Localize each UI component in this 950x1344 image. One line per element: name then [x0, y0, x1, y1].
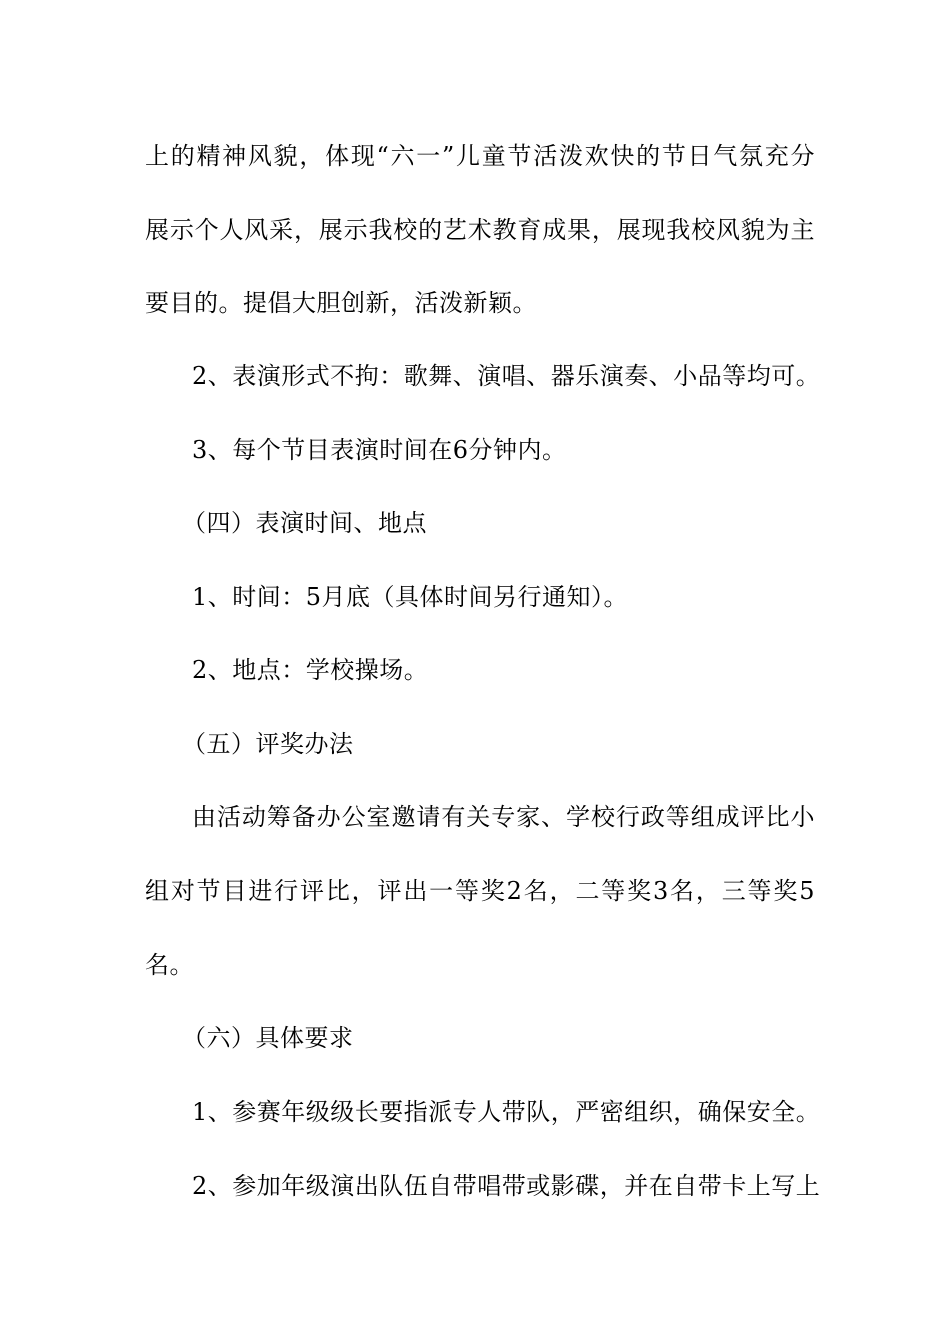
section-heading: （六）具体要求	[182, 1024, 354, 1052]
paragraph-line: 名。	[145, 951, 194, 979]
list-item: 1、时间：5月底（具体时间另行通知）。	[192, 583, 629, 611]
paragraph-line: 上的精神风貌，体现“六一”儿童节活泼欢快的节日气氛充分	[145, 142, 815, 170]
list-item: 2、参加年级演出队伍自带唱带或影碟，并在自带卡上写上	[192, 1172, 821, 1200]
section-heading: （四）表演时间、地点	[182, 509, 427, 537]
section-heading: （五）评奖办法	[182, 730, 354, 758]
paragraph-line: 展示个人风采，展示我校的艺术教育成果，展现我校风貌为主	[145, 216, 815, 244]
paragraph-line: 由活动筹备办公室邀请有关专家、学校行政等组成评比小	[192, 803, 815, 831]
list-item: 3、每个节目表演时间在6分钟内。	[192, 436, 567, 464]
paragraph-line: 组对节目进行评比，评出一等奖2名，二等奖3名，三等奖5	[145, 877, 815, 905]
list-item: 2、地点：学校操场。	[192, 656, 429, 684]
list-item: 2、表演形式不拘：歌舞、演唱、器乐演奏、小品等均可。	[192, 362, 821, 390]
paragraph-line: 要目的。提倡大胆创新，活泼新颖。	[145, 289, 537, 317]
list-item: 1、参赛年级级长要指派专人带队，严密组织，确保安全。	[192, 1098, 821, 1126]
